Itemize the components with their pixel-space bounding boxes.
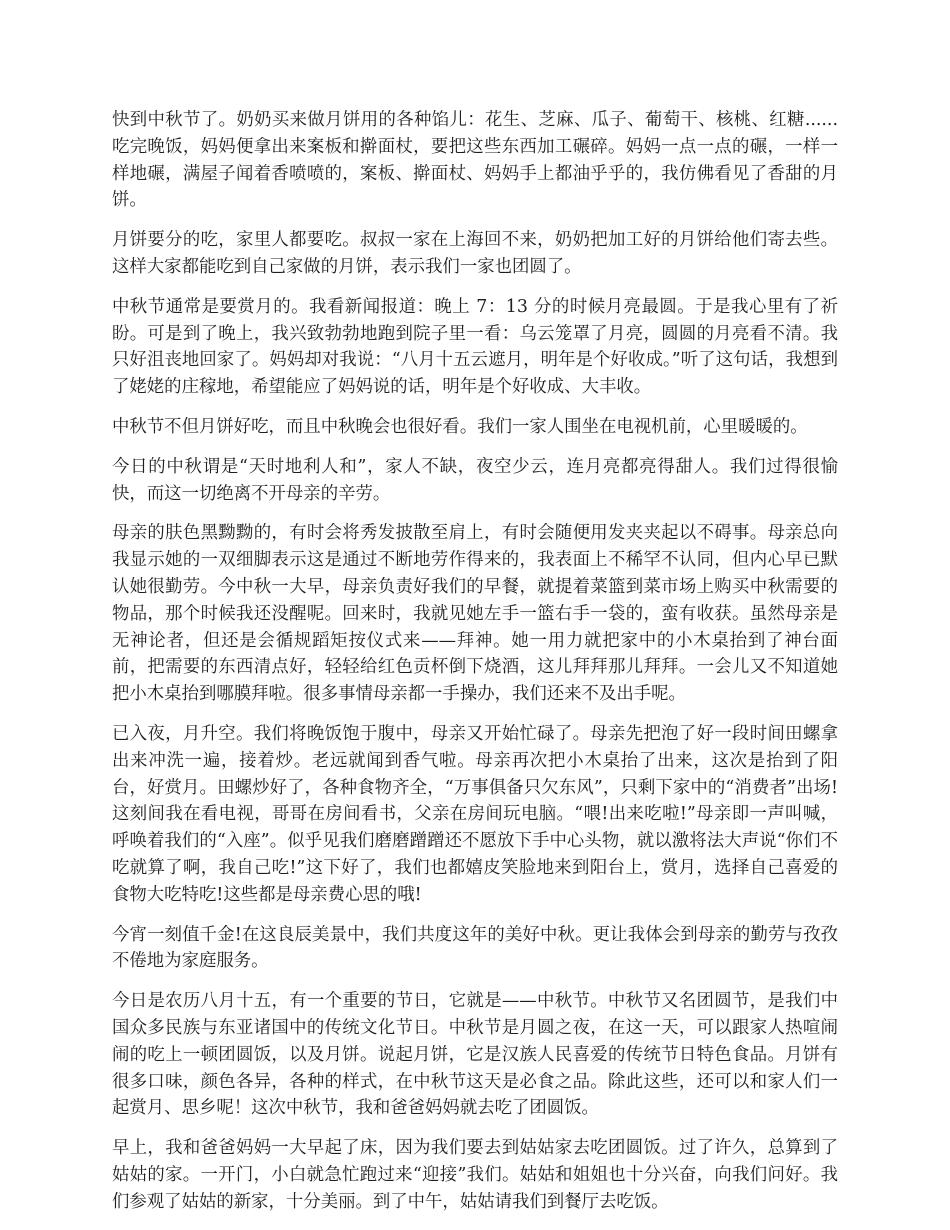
paragraph: 已入夜，月升空。我们将晚饭饱于腹中，母亲又开始忙碌了。母亲先把泡了好一段时间田螺拿出来冲洗一遍，接着炒。老远就闻到香气啦。母亲再次把小木桌抬了出来，这次是抬到了阳台，好赏月。田螺炒好了，各种食物齐全，“万事俱备只欠东风”，只剩下家中的“消费者”出场!这刻间我在看电视，哥哥在房间看书，父亲在房间玩电脑。“喂!出来吃啦!”母亲即一声叫喊，呼唤着我们的“入座”。似乎见我们磨磨蹭蹭还不愿放下手中心头物，就以激将法大声说“你们不吃就算了啊，我自己吃!”这下好了，我们也都嬉皮笑脸地来到阳台上，赏月，选择自己喜爱的食物大吃特吃!这些都是母亲费心思的哦! — [112, 723, 838, 905]
paragraph: 今宵一刻值千金!在这良辰美景中，我们共度这年的美好中秋。更让我体会到母亲的勤劳与孜孜不倦地为家庭服务。 — [112, 924, 838, 972]
document-body — [112, 107, 838, 1228]
paragraph: 月饼要分的吃，家里人都要吃。叔叔一家在上海回不来，奶奶把加工好的月饼给他们寄去些。这样大家都能吃到自己家做的月饼，表示我们一家也团圆了。 — [112, 230, 838, 277]
paragraph: 快到中秋节了。奶奶买来做月饼用的各种馅儿：花生、芝麻、瓜子、葡萄干、核桃、红糖......吃完晚饭，妈妈便拿出来案板和擀面杖，要把这些东西加工碾碎。妈妈一点一点的碾，一样一样地碾，满屋子闻着香喷喷的，案板、擀面杖、妈妈手上都油乎乎的，我仿佛看见了香甜的月饼。 — [112, 110, 838, 211]
paragraph: 早上，我和爸爸妈妈一大早起了床，因为我们要去到姑姑家去吃团圆饭。过了许久，总算到了姑姑的家。一开门，小白就急忙跑过来“迎接”我们。姑姑和姐姐也十分兴奋，向我们问好。我们参观了姑姑的新家，十分美丽。到了中午，姑姑请我们到餐厅去吃饭。 — [112, 1138, 838, 1212]
paragraph: 今日的中秋谓是“天时地利人和”，家人不缺，夜空少云，连月亮都亮得甜人。我们过得很愉快，而这一切绝离不开母亲的辛劳。 — [112, 456, 838, 504]
paragraph: 中秋节不但月饼好吃，而且中秋晚会也很好看。我们一家人围坐在电视机前，心里暖暖的。 — [112, 416, 808, 437]
paragraph: 今日是农历八月十五，有一个重要的节日，它就是——中秋节。中秋节又名团圆节，是我们中国众多民族与东亚诸国中的传统文化节日。中秋节是月圆之夜，在这一天，可以跟家人热喧闹闹的吃上一顿团圆饭，以及月饼。说起月饼，它是汉族人民喜爱的传统节日特色食品。月饼有很多口味，颜色各异，各种的样式，在中秋节这天是必食之品。除此这些，还可以和家人们一起赏月、思乡呢！这次中秋节，我和爸爸妈妈就去吃了团圆饭。 — [112, 991, 838, 1119]
paragraph: 中秋节通常是要赏月的。我看新闻报道：晚上 7：13 分的时候月亮最圆。于是我心里有了祈盼。可是到了晚上，我兴致勃勃地跑到院子里一看：乌云笼罩了月亮，圆圆的月亮看不清。我只好沮丧地回家了。妈妈却对我说：“八月十五云遮月，明年是个好收成。”听了这句话，我想到了姥姥的庄稼地，希望能应了妈妈说的话，明年是个好收成、大丰收。 — [112, 296, 838, 398]
paragraph: 母亲的肤色黑黝黝的，有时会将秀发披散至肩上，有时会随便用发夹夹起以不碍事。母亲总向我显示她的一双细脚表示这是通过不断地劳作得来的，我表面上不稀罕不认同，但内心早已默认她很勤劳。今中秋一大早，母亲负责好我们的早餐，就提着菜篮到菜市场上购买中秋需要的物品，那个时候我还没醒呢。回来时，我就见她左手一篮右手一袋的，蛮有收获。虽然母亲是无神论者，但还是会循规蹈矩按仪式来——拜神。她一用力就把家中的小木桌抬到了神台面前，把需要的东西清点好，轻轻给红色贡杯倒下烧酒，这儿拜拜那儿拜拜。一会儿又不知道她把小木桌抬到哪膜拜啦。很多事情母亲都一手操办，我们还来不及出手呢。 — [112, 523, 838, 705]
